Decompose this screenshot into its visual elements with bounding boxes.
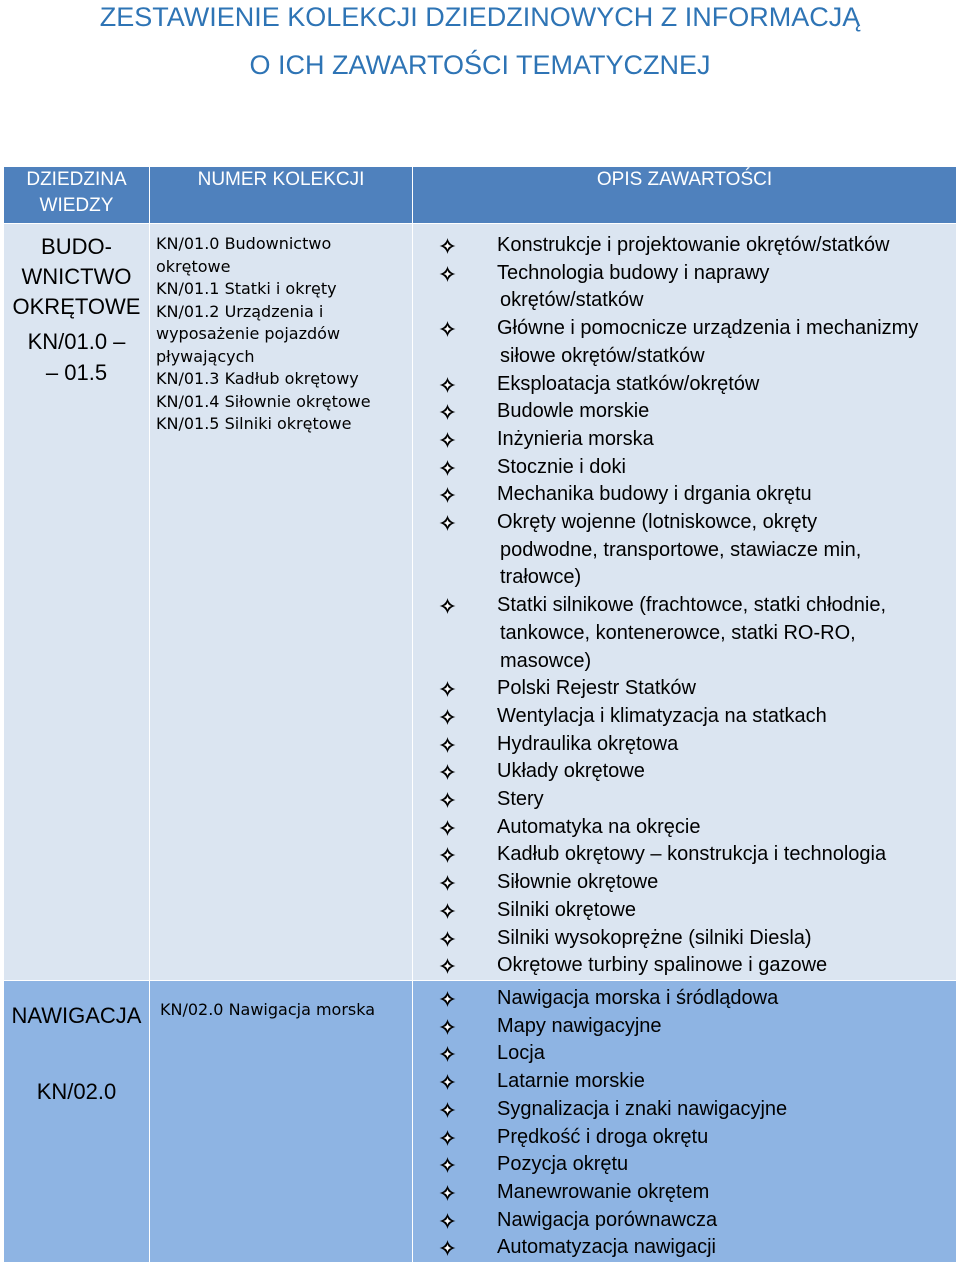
topic-item xyxy=(413,703,956,731)
topic-text: Hydraulika okrętowa xyxy=(497,732,679,755)
domain-name-line3: OKRĘTOWE xyxy=(12,294,141,319)
table-row-navigation xyxy=(4,980,957,1262)
diamond-bullet-icon xyxy=(439,592,459,619)
diamond-bullet-icon xyxy=(439,1040,459,1067)
diamond-bullet-icon xyxy=(439,731,459,758)
topic-text: Mechanika budowy i drgania okrętu xyxy=(497,483,812,506)
diamond-bullet-icon xyxy=(439,398,459,425)
collection-line: KN/02.0 Nawigacja morska xyxy=(160,999,376,1019)
topic-text: okrętów/statków xyxy=(500,289,644,312)
diamond-bullet-icon xyxy=(439,925,459,952)
topic-item xyxy=(413,1040,956,1068)
topic-text: Stocznie i doki xyxy=(497,455,626,478)
domain-code-line1: KN/01.0 – xyxy=(27,329,126,354)
topic-text: Nawigacja morska i śródlądowa xyxy=(497,986,779,1009)
domain-name-line1: BUDO- xyxy=(41,234,112,259)
topic-text: Układy okrętowe xyxy=(497,760,645,783)
diamond-bullet-icon xyxy=(439,509,459,536)
diamond-bullet-icon xyxy=(439,1179,459,1206)
topic-item xyxy=(413,1013,956,1041)
topic-text: trałowce) xyxy=(500,566,582,589)
diamond-bullet-icon xyxy=(439,371,459,398)
topic-text: Polski Rejestr Statków xyxy=(497,677,696,700)
diamond-bullet-icon xyxy=(439,1124,459,1151)
collections-cell-navigation xyxy=(150,980,413,1262)
topic-text: Sygnalizacja i znaki nawigacyjne xyxy=(497,1097,788,1120)
topic-item xyxy=(413,1096,956,1124)
diamond-bullet-icon xyxy=(439,426,459,453)
table-header-row xyxy=(4,167,957,224)
topic-item xyxy=(413,758,956,786)
topic-item xyxy=(413,398,956,426)
diamond-bullet-icon xyxy=(439,758,459,785)
diamond-bullet-icon xyxy=(439,1151,459,1178)
topic-item xyxy=(413,731,956,759)
header-domain-line1: DZIEDZINA xyxy=(26,169,127,190)
topic-text: masowce) xyxy=(500,649,592,672)
page-title-line2: O ICH ZAWARTOŚCI TEMATYCZNEJ xyxy=(249,50,711,80)
diamond-bullet-icon xyxy=(439,232,459,259)
topic-item xyxy=(413,1151,956,1179)
topic-text: siłowe okrętów/statków xyxy=(500,344,705,367)
diamond-bullet-icon xyxy=(439,315,459,342)
topic-text: Główne i pomocnicze urządzenia i mechanizmy xyxy=(497,317,919,340)
collections-cell-shipbuilding xyxy=(150,224,413,981)
topic-text: Silniki wysokoprężne (silniki Diesla) xyxy=(497,926,812,949)
description-cell-shipbuilding xyxy=(413,224,957,981)
diamond-bullet-icon xyxy=(439,985,459,1012)
topic-text: Stery xyxy=(497,788,544,811)
collection-line: KN/01.1 Statki i okręty xyxy=(156,279,337,298)
collection-line: KN/01.4 Siłownie okrętowe xyxy=(156,391,371,411)
topic-text: Locja xyxy=(497,1042,545,1065)
topic-item xyxy=(413,841,956,869)
topic-text: Automatyzacja nawigacji xyxy=(497,1236,716,1259)
topic-item xyxy=(413,426,956,454)
topic-item xyxy=(413,1124,956,1152)
diamond-bullet-icon xyxy=(439,1068,459,1095)
header-domain xyxy=(4,167,150,224)
topic-item xyxy=(413,814,956,842)
topic-text: Automatyka na okręcie xyxy=(497,815,701,838)
diamond-bullet-icon xyxy=(439,675,459,702)
topic-text: Okrętowe turbiny spalinowe i gazowe xyxy=(497,954,828,977)
diamond-bullet-icon xyxy=(439,1207,459,1234)
collection-line: KN/01.2 Urządzenia i xyxy=(156,301,324,321)
topic-text: Manewrowanie okrętem xyxy=(497,1180,710,1203)
topic-text: Technologia budowy i naprawy xyxy=(497,261,770,284)
topic-item xyxy=(413,260,956,315)
topic-text: Okręty wojenne (lotniskowce, okręty xyxy=(497,511,818,534)
topic-item xyxy=(413,592,956,675)
domain-code-line1: KN/02.0 xyxy=(36,1078,117,1104)
domain-cell-shipbuilding xyxy=(4,224,150,981)
header-description: OPIS ZAWARTOŚCI xyxy=(413,167,957,224)
topic-item xyxy=(413,1068,956,1096)
diamond-bullet-icon xyxy=(439,786,459,813)
topic-text: Eksploatacja statków/okrętów xyxy=(497,372,760,395)
topic-text: Kadłub okrętowy – konstrukcja i technologia xyxy=(497,843,887,866)
diamond-bullet-icon xyxy=(439,869,459,896)
topic-text: Mapy nawigacyjne xyxy=(497,1014,662,1037)
diamond-bullet-icon xyxy=(439,952,459,979)
header-domain-line2: WIEDZY xyxy=(39,195,114,216)
collection-line: okrętowe xyxy=(156,256,231,276)
topic-text: Inżynieria morska xyxy=(497,427,654,450)
topic-item xyxy=(413,985,956,1013)
diamond-bullet-icon xyxy=(439,841,459,868)
collection-line: pływających xyxy=(156,346,255,366)
topic-text: Wentylacja i klimatyzacja na statkach xyxy=(497,704,827,727)
topic-item xyxy=(413,952,956,980)
domain-name-line2: WNICTWO xyxy=(21,264,132,289)
diamond-bullet-icon xyxy=(439,814,459,841)
diamond-bullet-icon xyxy=(439,481,459,508)
topic-item xyxy=(413,897,956,925)
topic-list-navigation xyxy=(413,981,956,1262)
topic-text: Konstrukcje i projektowanie okrętów/statków xyxy=(497,234,890,256)
table-row-shipbuilding xyxy=(4,224,957,981)
topic-item xyxy=(413,232,956,260)
diamond-bullet-icon xyxy=(439,703,459,730)
collection-line: KN/01.0 Budownictwo xyxy=(156,234,332,253)
topic-text: Pozycja okrętu xyxy=(497,1153,629,1176)
diamond-bullet-icon xyxy=(439,897,459,924)
topic-text: Siłownie okrętowe xyxy=(497,871,659,894)
diamond-bullet-icon xyxy=(439,1234,459,1261)
collections-table xyxy=(3,166,957,1263)
collection-line: KN/01.5 Silniki okrętowe xyxy=(156,414,352,433)
diamond-bullet-icon xyxy=(439,260,459,287)
collection-line: wyposażenie pojazdów xyxy=(156,324,341,343)
domain-code-line2: – 01.5 xyxy=(45,360,108,385)
topic-item xyxy=(413,925,956,953)
diamond-bullet-icon xyxy=(439,454,459,481)
diamond-bullet-icon xyxy=(439,1096,459,1123)
topic-text: Budowle morskie xyxy=(497,400,650,423)
topic-item xyxy=(413,371,956,399)
domain-cell-navigation xyxy=(4,980,150,1262)
topic-text: Statki silnikowe (frachtowce, statki chłodnie, xyxy=(497,594,887,617)
topic-item xyxy=(413,1179,956,1207)
topic-item xyxy=(413,454,956,482)
topic-text: tankowce, kontenerowce, statki RO-RO, xyxy=(500,621,856,644)
topic-item xyxy=(413,675,956,703)
topic-text: Silniki okrętowe xyxy=(497,898,636,921)
topic-text: Nawigacja porównawcza xyxy=(497,1208,718,1231)
topic-list-shipbuilding xyxy=(413,224,956,980)
collection-line: KN/01.3 Kadłub okrętowy xyxy=(156,369,359,388)
domain-name-line1: NAWIGACJA xyxy=(11,1002,142,1028)
description-cell-navigation xyxy=(413,980,957,1262)
topic-text: podwodne, transportowe, stawiacze min, xyxy=(500,538,862,561)
topic-item xyxy=(413,509,956,592)
topic-item xyxy=(413,786,956,814)
header-collection-number: NUMER KOLEKCJI xyxy=(150,167,413,224)
topic-item xyxy=(413,315,956,370)
diamond-bullet-icon xyxy=(439,1013,459,1040)
topic-text: Latarnie morskie xyxy=(497,1070,645,1093)
topic-item xyxy=(413,869,956,897)
topic-item xyxy=(413,481,956,509)
page-title-line1: ZESTAWIENIE KOLEKCJI DZIEDZINOWYCH Z INFORMACJĄ xyxy=(99,2,861,32)
topic-item xyxy=(413,1207,956,1235)
topic-text: Prędkość i droga okrętu xyxy=(497,1125,709,1148)
topic-item xyxy=(413,1234,956,1262)
